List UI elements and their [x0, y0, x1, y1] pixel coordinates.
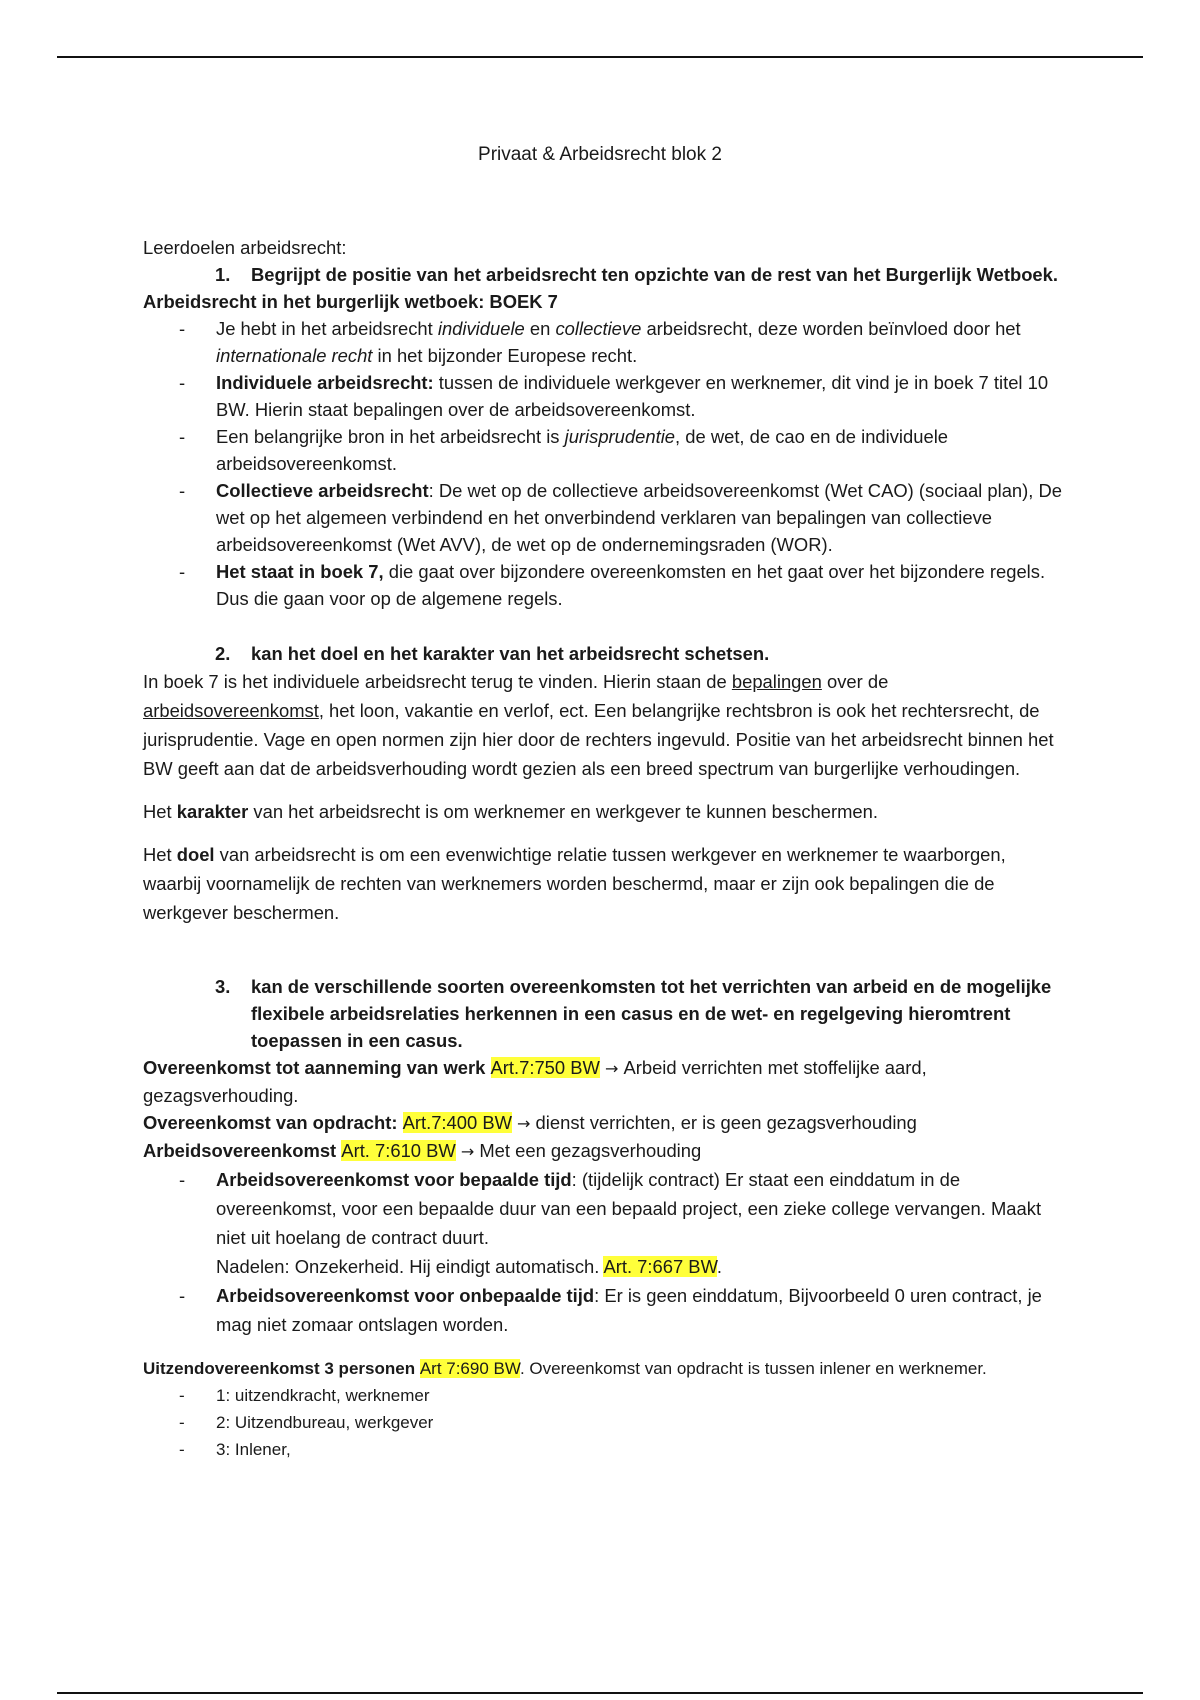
objective-1-text: Begrijpt de positie van het arbeidsrecht ten opzichte van de rest van het Burgerlijk Wetboek.: [251, 264, 1058, 285]
text-run: en: [524, 318, 556, 339]
contract-type-line: [143, 1109, 1063, 1137]
list-item: [143, 1281, 1063, 1339]
dash-marker: -: [179, 480, 186, 501]
text-run: 3: Inlener,: [216, 1440, 291, 1459]
bold-run: Arbeidsovereenkomst voor bepaalde tijd: [216, 1169, 572, 1190]
objective-2-heading: [143, 640, 1063, 667]
text-run: Met een gezagsverhouding: [479, 1140, 702, 1161]
dash-marker: -: [179, 1413, 185, 1432]
list-item: [143, 477, 1063, 558]
list-item: [143, 1165, 1063, 1281]
text-run: . Overeenkomst van opdracht is tussen inlener en werknemer.: [519, 1359, 987, 1378]
text-run: in het bijzonder Europese recht.: [372, 345, 638, 366]
text-run: : Er is geen einddatum, Bijvoorbeeld 0 uren contract, je mag niet zomaar ontslagen worden.: [216, 1285, 1042, 1335]
list-item: [143, 558, 1063, 612]
highlighted-article: Art.7:400 BW: [402, 1112, 512, 1133]
paragraph: [143, 667, 1063, 783]
dash-marker: -: [179, 372, 186, 393]
text-run: Een belangrijke bron in het arbeidsrecht is: [216, 426, 565, 447]
bold-run: karakter: [176, 801, 249, 822]
highlighted-article: Art. 7:667 BW: [603, 1256, 717, 1277]
dash-marker: -: [179, 1285, 186, 1306]
contract-type-line: [143, 1054, 1063, 1109]
text-run: .: [716, 1256, 723, 1277]
list-item: [143, 1436, 1063, 1463]
objective-3-text: kan de verschillende soorten overeenkomsten tot het verrichten van arbeid en de mogelijke flexibele arbeidsrelaties herkennen in een casus en de wet- en regelgeving hieromtrent toepassen in een casus.: [251, 976, 1052, 1051]
dash-marker: -: [179, 1169, 186, 1190]
text-run: Je hebt in het arbeidsrecht: [216, 318, 438, 339]
contract-type-line: [143, 1137, 1063, 1165]
dash-marker: -: [179, 318, 186, 339]
text-run: van arbeidsrecht is om een evenwichtige relatie tussen werkgever en werknemer te waarborgen, waarbij voornamelijk de rechten van werknemers worden beschermd, maar er zijn ook bepalingen die de werkgever beschermen.: [143, 844, 1006, 923]
document-body: [143, 234, 1063, 1463]
italic-run: individuele: [437, 318, 525, 339]
list-item: [143, 423, 1063, 477]
text-run: , het loon, vakantie en verlof, ect. Een belangrijke rechtsbron is ook het rechtersrecht, de jurisprudentie. Vage en open normen zijn hier door de rechters ingevuld. Positie van het arbeidsrecht binnen het BW geeft aan dat de arbeidsverhouding wordt gezien als een breed spectrum van burgerlijke verhoudingen.: [143, 700, 1054, 779]
text-run: 2: Uitzendbureau, werkgever: [216, 1413, 434, 1432]
bold-run: Arbeidsovereenkomst voor onbepaalde tijd: [216, 1285, 595, 1306]
text-run: 1: uitzendkracht, werknemer: [216, 1386, 430, 1405]
objective-1-heading: [143, 261, 1063, 288]
section-subheading: Arbeidsrecht in het burgerlijk wetboek: BOEK 7: [143, 291, 558, 312]
text-run: dienst verrichten, er is geen gezagsverhouding: [535, 1112, 917, 1133]
bold-run: Het staat in boek 7,: [216, 561, 384, 582]
italic-run: jurisprudentie: [564, 426, 676, 447]
text-run: : (tijdelijk contract) Er staat een einddatum in de overeenkomst, voor een bepaalde duur van een bepaald project, een zieke college vervangen. Maakt niet uit hoelang de contract duurt.: [216, 1169, 1042, 1248]
dash-marker: -: [179, 426, 186, 447]
text-run: arbeidsrecht, deze worden beïnvloed door het: [641, 318, 1021, 339]
objective-3-heading: [143, 973, 1063, 1054]
text-run: In boek 7 is het individuele arbeidsrecht terug te vinden. Hierin staan de: [143, 671, 732, 692]
list-item: [143, 315, 1063, 369]
bottom-rule: [57, 1692, 1143, 1694]
text-run: , de wet, de cao en de individuele arbeidsovereenkomst.: [216, 426, 949, 474]
intro-line: Leerdoelen arbeidsrecht:: [143, 237, 347, 258]
underlined-run: bepalingen: [731, 671, 822, 692]
list-item: [143, 369, 1063, 423]
arrow-icon: →: [599, 1059, 624, 1078]
text-run: Het: [143, 844, 177, 865]
bold-run: Overeenkomst van opdracht:: [143, 1112, 403, 1133]
section-3-list: [143, 1165, 1063, 1339]
text-run: Het: [143, 801, 177, 822]
dash-marker: -: [179, 1440, 185, 1459]
underlined-run: arbeidsovereenkomst: [143, 700, 319, 721]
text-run: Arbeid verrichten met stoffelijke aard, gezagsverhouding.: [143, 1057, 927, 1106]
text-run: : De wet op de collectieve arbeidsovereenkomst (Wet CAO) (sociaal plan), De wet op het algemeen verbindend en het onverbindend verklaren van bepalingen van collectieve arbeidsovereenkomst (Wet AVV), de wet op de ondernemingsraden (WOR).: [216, 480, 1062, 555]
paragraph: [143, 797, 1063, 826]
bold-run: Uitzendovereenkomst 3 personen: [143, 1359, 420, 1378]
parties-list: [143, 1382, 1063, 1463]
arrow-icon: →: [511, 1114, 536, 1133]
arrow-icon: →: [455, 1142, 480, 1161]
bold-run: Overeenkomst tot aanneming van werk: [143, 1057, 491, 1078]
italic-run: collectieve: [555, 318, 642, 339]
dash-marker: -: [179, 1386, 185, 1405]
top-rule: [57, 56, 1143, 58]
highlighted-article: Art. 7:610 BW: [341, 1140, 456, 1161]
dash-marker: -: [179, 561, 186, 582]
list-item: [143, 1409, 1063, 1436]
list-item: [143, 1382, 1063, 1409]
temp-agency-line: [143, 1355, 1063, 1382]
highlighted-article: Art 7:690 BW: [419, 1359, 520, 1378]
objective-2-text: kan het doel en het karakter van het arbeidsrecht schetsen.: [251, 643, 770, 664]
paragraph: [143, 840, 1063, 927]
bold-run: doel: [176, 844, 215, 865]
text-run: die gaat over bijzondere overeenkomsten en het gaat over het bijzondere regels. Dus die gaan voor op de algemene regels.: [216, 561, 1046, 609]
objective-3-number: 3.: [215, 976, 231, 997]
text-run: van het arbeidsrecht is om werknemer en werkgever te kunnen beschermen.: [248, 801, 878, 822]
text-run: Nadelen: Onzekerheid. Hij eindigt automatisch.: [216, 1256, 604, 1277]
bold-run: Individuele arbeidsrecht:: [216, 372, 434, 393]
objective-1-number: 1.: [215, 264, 231, 285]
objective-2-number: 2.: [215, 643, 231, 664]
bold-run: Collectieve arbeidsrecht: [216, 480, 429, 501]
highlighted-article: Art.7:750 BW: [490, 1057, 600, 1078]
text-run: tussen de individuele werkgever en werknemer, dit vind je in boek 7 titel 10 BW. Hierin staat bepalingen over de arbeidsovereenkomst.: [216, 372, 1049, 420]
text-run: over de: [821, 671, 889, 692]
italic-run: internationale recht: [216, 345, 373, 366]
document-title: Privaat & Arbeidsrecht blok 2: [478, 144, 722, 165]
section-1-list: [143, 315, 1063, 612]
bold-run: Arbeidsovereenkomst: [143, 1140, 342, 1161]
